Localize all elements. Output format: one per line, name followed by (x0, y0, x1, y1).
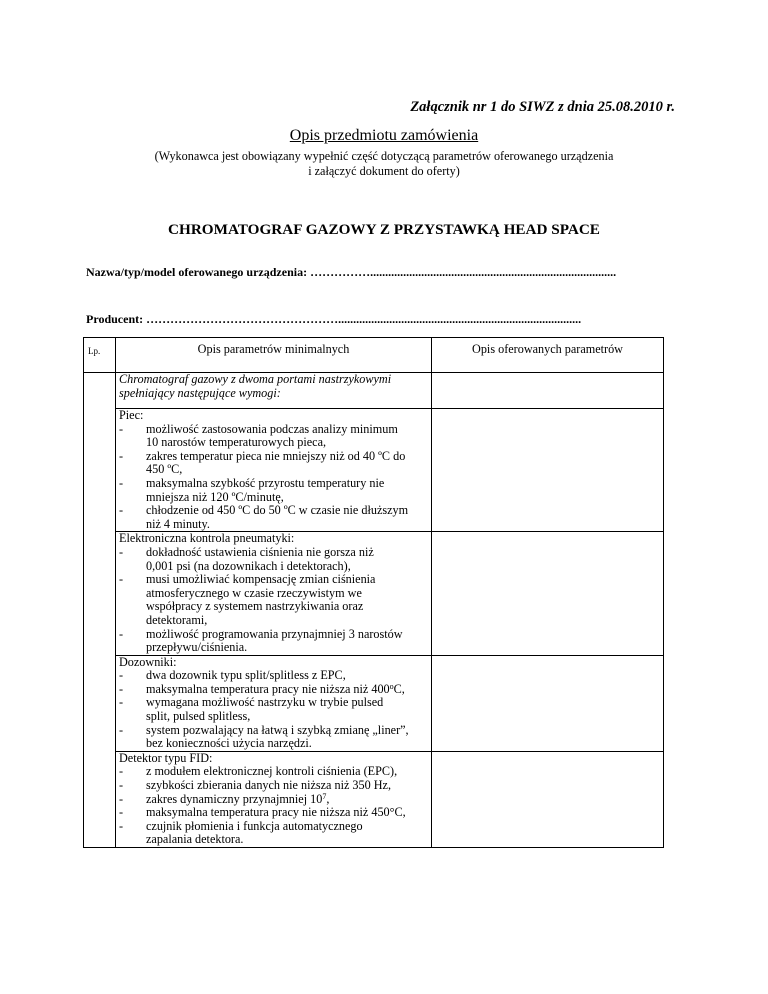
document-title-text: Opis przedmiotu zamówienia (289, 127, 479, 144)
model-field (86, 265, 616, 280)
offer-cell-intro[interactable] (432, 373, 664, 409)
list-item: - musi umożliwiać kompensację zmian ciśnienia atmosferycznego w czasie rzeczywistym we współpracy z systemem nastrzykiwania oraz detektorami, (119, 572, 376, 627)
producer-fill-line[interactable]: …………………………………………................................................................................. (146, 312, 582, 326)
instruction-note (100, 149, 668, 179)
list-item: - czujnik płomienia i funkcja automatycznego zapalania detektora. (119, 818, 363, 847)
section-title: Piec: (119, 408, 144, 422)
lp-cell (84, 373, 116, 848)
annex-reference: Załącznik nr 1 do SIWZ z dnia 25.08.2010 r. (410, 99, 675, 115)
producer-label: Producent: (86, 312, 144, 326)
parameters-table (83, 337, 664, 848)
table-row (84, 409, 664, 532)
section-injectors (116, 655, 432, 751)
list-item: - maksymalna temperatura pracy nie niższa niż 400$^o$C, (119, 681, 405, 696)
offer-cell-oven[interactable] (432, 409, 664, 532)
list-item: - dwa dozownik typu split/splitless z EPC, (119, 668, 346, 683)
column-header-min-params: Opis parametrów minimalnych (116, 338, 432, 373)
section-oven (116, 409, 432, 532)
offer-cell-pneumatics[interactable] (432, 532, 664, 655)
list-item: - system pozwalający na łatwą i szybką zmianę „liner”, bez konieczności użycia narzędzi. (119, 722, 409, 751)
document-title (0, 127, 768, 145)
section-fid-detector (116, 751, 432, 847)
offer-cell-injectors[interactable] (432, 655, 664, 751)
list-item: - możliwość zastosowania podczas analizy minimum 10 narostów temperaturowych pieca, (119, 421, 398, 450)
section-title: Detektor typu FID: (119, 750, 213, 765)
list-item: - chłodzenie od 450 ºC do 50 ºC w czasie nie dłuższym niż 4 minuty. (119, 503, 409, 531)
instruction-note-line-1: (Wykonawca jest obowiązany wypełnić część dotyczącą parametrów oferowanego urządzenia (154, 149, 614, 163)
section-title: Elektroniczna kontrola pneumatyki: (119, 531, 295, 546)
list-item: - z modułem elektronicznej kontroli ciśnienia (EPC), (119, 764, 398, 779)
list-item: - zakres temperatur pieca nie mniejszy niż od 40 ºC do 450 ºC, (119, 448, 406, 477)
section-pneumatics (116, 532, 432, 655)
table-row (84, 532, 664, 655)
column-header-offered-params: Opis oferowanych parametrów (432, 338, 664, 373)
section-title: Dozowniki: (119, 654, 177, 669)
list-item: - maksymalna temperatura pracy nie niższa niż 450°C, (119, 805, 406, 820)
model-label: Nazwa/typ/model oferowanego urządzenia: (86, 265, 308, 279)
model-fill-line[interactable]: …………….................................................................................. (310, 265, 617, 279)
list-item: - możliwość programowania przynajmniej 3 narostów przepływu/ciśnienia. (119, 626, 403, 655)
offer-cell-fid-detector[interactable] (432, 751, 664, 847)
list-item: - dokładność ustawienia ciśnienia nie gorsza niż 0,001 psi (na dozownikach i detektorach), (119, 544, 374, 573)
table-row (84, 373, 664, 409)
table-row (84, 751, 664, 847)
instruction-note-line-2: i załączyć dokument do oferty) (308, 164, 460, 178)
list-item: - wymagana możliwość nastrzyku w trybie pulsed split, pulsed splitless, (119, 695, 384, 724)
device-heading: CHROMATOGRAF GAZOWY Z PRZYSTAWKĄ HEAD SPACE (168, 221, 600, 238)
table-row (84, 655, 664, 751)
list-item: - szybkości zbierania danych nie niższa niż 350 Hz, (119, 778, 392, 793)
intro-line-2: spełniający następujące wymogi: (119, 385, 281, 400)
table-header-row (84, 338, 664, 373)
column-header-lp: Lp. (84, 338, 116, 373)
intro-line-1: Chromatograf gazowy z dwoma portami nastrzykowymi (119, 372, 392, 386)
list-item: - zakres dynamiczny przynajmniej $10^7$, (119, 791, 330, 806)
list-item: - maksymalna szybkość przyrostu temperatury nie mniejsza niż 120 ºC/minutę, (119, 475, 385, 504)
intro-cell (116, 373, 432, 409)
producer-field (86, 312, 581, 327)
